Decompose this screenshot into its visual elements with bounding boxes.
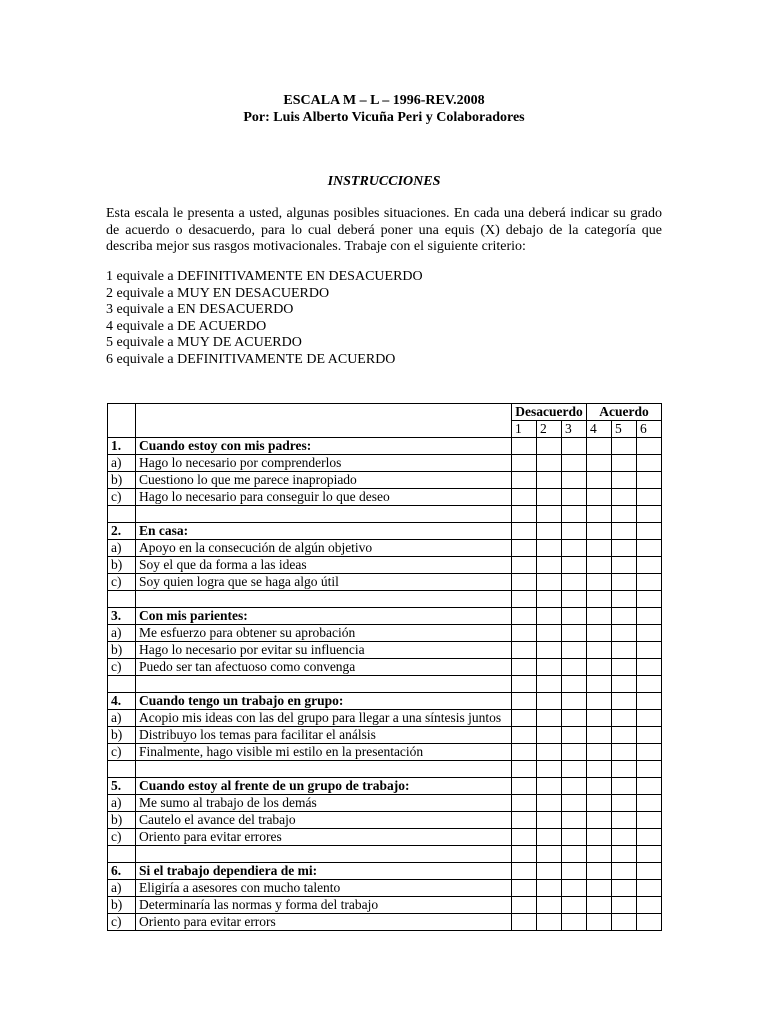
spacer-row [108,506,662,523]
item-row [108,489,662,506]
answer-cell[interactable] [612,897,637,914]
answer-cell[interactable] [537,897,562,914]
spacer-cell [562,761,587,778]
answer-cell[interactable] [612,540,637,557]
answer-cell [537,438,562,455]
answer-cell[interactable] [512,727,537,744]
item-text: Puedo ser tan afectuoso como convenga [136,659,512,676]
item-text: Me sumo al trabajo de los demás [136,795,512,812]
answer-cell[interactable] [612,659,637,676]
item-letter: c) [108,829,136,846]
section-heading-row [108,523,662,540]
answer-cell[interactable] [537,642,562,659]
spacer-cell [637,591,662,608]
section-heading: Con mis parientes: [136,608,512,625]
answer-cell [612,693,637,710]
spacer-row [108,761,662,778]
spacer-cell [136,761,512,778]
item-row [108,812,662,829]
header-blank-cell [136,404,512,438]
scale-number: 1 [512,421,537,438]
document-title: ESCALA M – L – 1996-REV.2008 [283,93,485,108]
spacer-cell [108,591,136,608]
section-number: 5. [108,778,136,795]
spacer-cell [512,761,537,778]
answer-cell[interactable] [587,489,612,506]
answer-cell[interactable] [512,880,537,897]
spacer-cell [587,761,612,778]
item-row [108,574,662,591]
answer-cell[interactable] [637,880,662,897]
spacer-cell [612,506,637,523]
answer-cell[interactable] [612,625,637,642]
section-number: 6. [108,863,136,880]
answer-cell[interactable] [587,455,612,472]
answer-cell[interactable] [587,472,612,489]
section-heading-row [108,863,662,880]
answer-cell [512,863,537,880]
item-letter: c) [108,914,136,931]
answer-cell[interactable] [537,574,562,591]
item-letter: c) [108,489,136,506]
header-disagree: Desacuerdo [512,404,587,421]
answer-cell[interactable] [537,489,562,506]
answer-cell[interactable] [587,744,612,761]
section-number: 2. [108,523,136,540]
answer-cell[interactable] [637,625,662,642]
answer-cell[interactable] [537,829,562,846]
spacer-cell [637,761,662,778]
answer-cell[interactable] [537,880,562,897]
answer-cell[interactable] [512,659,537,676]
item-letter: a) [108,455,136,472]
answer-cell [512,778,537,795]
answer-cell[interactable] [587,829,612,846]
spacer-cell [136,591,512,608]
answer-cell[interactable] [587,897,612,914]
spacer-cell [108,761,136,778]
criteria-list [106,269,423,368]
answer-cell[interactable] [637,914,662,931]
item-letter: c) [108,744,136,761]
answer-cell[interactable] [562,455,587,472]
section-heading-row [108,693,662,710]
answer-cell[interactable] [562,744,587,761]
spacer-row [108,676,662,693]
answer-cell[interactable] [562,540,587,557]
item-row [108,557,662,574]
answer-cell[interactable] [562,914,587,931]
answer-cell [537,608,562,625]
answer-cell [637,693,662,710]
spacer-cell [512,676,537,693]
spacer-cell [562,591,587,608]
answer-cell[interactable] [612,812,637,829]
item-row [108,659,662,676]
answer-cell [612,523,637,540]
answer-cell [512,693,537,710]
answer-cell[interactable] [587,557,612,574]
item-text: Hago lo necesario para conseguir lo que deseo [136,489,512,506]
answer-cell[interactable] [637,812,662,829]
document-header [0,92,768,126]
item-text: Oriento para evitar errores [136,829,512,846]
answer-cell [512,438,537,455]
item-row [108,897,662,914]
answer-cell[interactable] [637,540,662,557]
item-text: Determinaría las normas y forma del trabajo [136,897,512,914]
scale-number: 5 [612,421,637,438]
spacer-cell [537,846,562,863]
item-row [108,455,662,472]
item-letter: a) [108,540,136,557]
answer-cell [562,863,587,880]
criteria-item: 5 equivale a MUY DE ACUERDO [106,335,302,350]
criteria-item: 2 equivale a MUY EN DESACUERDO [106,285,330,301]
answer-cell[interactable] [587,727,612,744]
scale-table [107,403,662,931]
item-letter: a) [108,795,136,812]
answer-cell [562,438,587,455]
item-letter: c) [108,574,136,591]
answer-cell [612,863,637,880]
answer-cell[interactable] [562,880,587,897]
answer-cell[interactable] [587,540,612,557]
spacer-cell [512,846,537,863]
item-letter: b) [108,472,136,489]
answer-cell [512,608,537,625]
spacer-row [108,591,662,608]
answer-cell[interactable] [537,659,562,676]
answer-cell[interactable] [637,659,662,676]
answer-cell[interactable] [562,557,587,574]
answer-cell[interactable] [562,812,587,829]
answer-cell[interactable] [637,897,662,914]
answer-cell[interactable] [637,710,662,727]
scale-number: 3 [562,421,587,438]
spacer-cell [108,846,136,863]
answer-cell[interactable] [637,472,662,489]
answer-cell[interactable] [512,795,537,812]
answer-cell[interactable] [512,812,537,829]
answer-cell[interactable] [537,914,562,931]
spacer-cell [537,506,562,523]
answer-cell [537,693,562,710]
section-heading: Cuando estoy al frente de un grupo de trabajo: [136,778,512,795]
answer-cell[interactable] [637,574,662,591]
item-letter: a) [108,880,136,897]
answer-cell[interactable] [512,455,537,472]
spacer-cell [108,676,136,693]
answer-cell[interactable] [612,710,637,727]
item-row [108,880,662,897]
answer-cell[interactable] [587,659,612,676]
answer-cell[interactable] [537,472,562,489]
spacer-cell [587,846,612,863]
answer-cell[interactable] [562,727,587,744]
spacer-row [108,846,662,863]
answer-cell[interactable] [562,710,587,727]
answer-cell[interactable] [537,812,562,829]
answer-cell[interactable] [537,795,562,812]
answer-cell[interactable] [562,489,587,506]
item-row [108,914,662,931]
criteria-item: 3 equivale a EN DESACUERDO [106,302,294,317]
item-row [108,540,662,557]
item-text: Cuestiono lo que me parece inapropiado [136,472,512,489]
item-text: Acopio mis ideas con las del grupo para llegar a una síntesis juntos [136,710,512,727]
section-number: 1. [108,438,136,455]
answer-cell[interactable] [612,574,637,591]
section-heading: En casa: [136,523,512,540]
answer-cell [637,608,662,625]
answer-cell[interactable] [512,472,537,489]
answer-cell[interactable] [637,744,662,761]
answer-cell[interactable] [612,914,637,931]
answer-cell[interactable] [637,455,662,472]
spacer-cell [612,591,637,608]
item-text: Apoyo en la consecución de algún objetivo [136,540,512,557]
answer-cell [562,523,587,540]
answer-cell[interactable] [562,829,587,846]
spacer-cell [537,591,562,608]
answer-cell[interactable] [512,489,537,506]
answer-cell[interactable] [612,455,637,472]
spacer-cell [612,761,637,778]
answer-cell [537,778,562,795]
answer-cell[interactable] [512,625,537,642]
answer-cell[interactable] [637,557,662,574]
item-row [108,727,662,744]
answer-cell [537,523,562,540]
answer-cell[interactable] [587,710,612,727]
answer-cell[interactable] [512,574,537,591]
criteria-item: 6 equivale a DEFINITIVAMENTE DE ACUERDO [106,351,396,367]
answer-cell [587,693,612,710]
answer-cell[interactable] [587,795,612,812]
answer-cell[interactable] [587,914,612,931]
answer-cell [637,863,662,880]
criteria-item: 4 equivale a DE ACUERDO [106,318,267,334]
answer-cell[interactable] [537,744,562,761]
answer-cell [637,778,662,795]
item-letter: a) [108,625,136,642]
answer-cell[interactable] [612,472,637,489]
answer-cell [587,523,612,540]
spacer-cell [612,676,637,693]
item-letter: b) [108,897,136,914]
answer-cell[interactable] [612,727,637,744]
spacer-cell [537,676,562,693]
spacer-cell [637,846,662,863]
answer-cell[interactable] [562,642,587,659]
answer-cell[interactable] [537,710,562,727]
answer-cell[interactable] [562,625,587,642]
answer-cell[interactable] [562,897,587,914]
answer-cell [612,778,637,795]
answer-cell[interactable] [612,557,637,574]
spacer-cell [612,846,637,863]
answer-cell[interactable] [587,880,612,897]
section-heading-row [108,778,662,795]
item-row [108,795,662,812]
answer-cell[interactable] [587,642,612,659]
section-heading: Cuando estoy con mis padres: [136,438,512,455]
answer-cell [562,693,587,710]
answer-cell[interactable] [512,897,537,914]
section-heading-row [108,438,662,455]
answer-cell [562,778,587,795]
item-letter: b) [108,727,136,744]
answer-cell [587,863,612,880]
answer-cell[interactable] [587,574,612,591]
spacer-cell [562,506,587,523]
section-number: 3. [108,608,136,625]
spacer-cell [637,506,662,523]
answer-cell [537,863,562,880]
spacer-cell [587,506,612,523]
spacer-cell [587,676,612,693]
item-text: Soy el que da forma a las ideas [136,557,512,574]
spacer-cell [108,506,136,523]
document-author: Por: Luis Alberto Vicuña Peri y Colaboradores [243,110,525,125]
answer-cell[interactable] [637,829,662,846]
instructions-heading: INSTRUCCIONES [327,174,441,189]
section-heading: Cuando tengo un trabajo en grupo: [136,693,512,710]
item-row [108,472,662,489]
answer-cell [612,608,637,625]
answer-cell [612,438,637,455]
item-text: Me esfuerzo para obtener su aprobación [136,625,512,642]
item-row [108,710,662,727]
answer-cell[interactable] [537,727,562,744]
answer-cell [562,608,587,625]
table-header-row [108,404,662,421]
answer-cell[interactable] [637,489,662,506]
answer-cell[interactable] [637,795,662,812]
item-letter: b) [108,642,136,659]
answer-cell[interactable] [562,795,587,812]
answer-cell[interactable] [512,557,537,574]
answer-cell[interactable] [612,829,637,846]
answer-cell[interactable] [587,625,612,642]
spacer-cell [562,676,587,693]
answer-cell [637,438,662,455]
header-blank-cell [108,404,136,438]
header-agree: Acuerdo [587,404,662,421]
answer-cell[interactable] [512,829,537,846]
spacer-cell [136,846,512,863]
answer-cell[interactable] [637,642,662,659]
item-text: Hago lo necesario por comprenderlos [136,455,512,472]
answer-cell[interactable] [562,659,587,676]
item-text: Oriento para evitar errors [136,914,512,931]
answer-cell [587,438,612,455]
item-text: Finalmente, hago visible mi estilo en la presentación [136,744,512,761]
answer-cell[interactable] [612,744,637,761]
answer-cell[interactable] [612,642,637,659]
criteria-item: 1 equivale a DEFINITIVAMENTE EN DESACUERDO [106,269,423,284]
spacer-cell [537,761,562,778]
answer-cell [587,608,612,625]
spacer-cell [587,591,612,608]
spacer-cell [637,676,662,693]
answer-cell[interactable] [512,642,537,659]
answer-cell[interactable] [562,574,587,591]
answer-cell [512,523,537,540]
spacer-cell [512,506,537,523]
answer-cell[interactable] [637,727,662,744]
item-row [108,744,662,761]
item-letter: a) [108,710,136,727]
item-letter: c) [108,659,136,676]
spacer-cell [512,591,537,608]
spacer-cell [136,676,512,693]
answer-cell[interactable] [512,540,537,557]
item-letter: b) [108,557,136,574]
answer-cell[interactable] [612,489,637,506]
answer-cell[interactable] [512,914,537,931]
answer-cell[interactable] [537,625,562,642]
answer-cell[interactable] [562,472,587,489]
answer-cell[interactable] [537,455,562,472]
scale-number: 2 [537,421,562,438]
item-row [108,642,662,659]
answer-cell[interactable] [537,540,562,557]
item-text: Hago lo necesario por evitar su influencia [136,642,512,659]
item-text: Eligiría a asesores con mucho talento [136,880,512,897]
answer-cell[interactable] [537,557,562,574]
answer-cell[interactable] [512,744,537,761]
section-heading: Si el trabajo dependiera de mi: [136,863,512,880]
spacer-cell [562,846,587,863]
section-number: 4. [108,693,136,710]
answer-cell[interactable] [587,812,612,829]
answer-cell [637,523,662,540]
answer-cell[interactable] [612,795,637,812]
item-row [108,829,662,846]
instructions-intro: Esta escala le presenta a usted, algunas posibles situaciones. En cada una deberá indicar su grado de acuerdo o desacuerdo, para lo cual deberá poner una equis (X) debajo de la categoría que describa mejor sus rasgos motivacionales. Trabaje con el siguiente criterio: [106,206,662,254]
scale-number: 6 [637,421,662,438]
section-heading-row [108,608,662,625]
item-text: Distribuyo los temas para facilitar el análsis [136,727,512,744]
spacer-cell [136,506,512,523]
item-text: Cautelo el avance del trabajo [136,812,512,829]
answer-cell[interactable] [512,710,537,727]
item-letter: b) [108,812,136,829]
answer-cell[interactable] [612,880,637,897]
item-row [108,625,662,642]
item-text: Soy quien logra que se haga algo útil [136,574,512,591]
scale-number: 4 [587,421,612,438]
answer-cell [587,778,612,795]
